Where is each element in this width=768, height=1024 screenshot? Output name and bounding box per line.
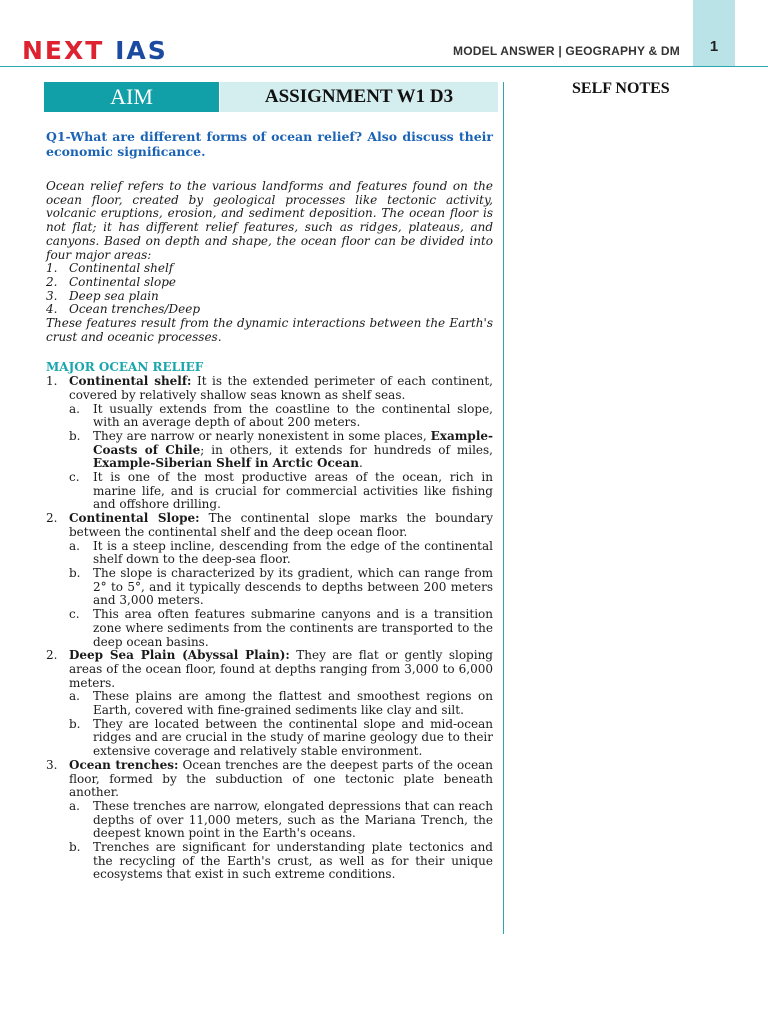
list-item xyxy=(46,276,493,290)
sub-item-letter: b. xyxy=(69,840,81,855)
item-title: Ocean trenches: xyxy=(69,757,179,772)
sub-item xyxy=(69,567,493,608)
sub-item-text: These trenches are narrow, elongated depressions that can reach depths of over 11,000 meters, such as the Mariana Trench, the deepest known point in the Earth's oceans. xyxy=(93,798,493,841)
sub-item-text: It usually extends from the coastline to the continental slope, with an average depth of about 200 meters. xyxy=(93,401,493,430)
sub-item-text: They are narrow or nearly nonexistent in some places, xyxy=(93,428,431,443)
next-ias-logo xyxy=(22,36,168,66)
list-number: 4. xyxy=(46,302,58,317)
notes-divider xyxy=(503,82,504,934)
sub-item xyxy=(69,800,493,841)
sub-item-text: . xyxy=(358,456,363,471)
page-number: 1 xyxy=(709,38,719,55)
sub-item-text: These plains are among the flattest and smoothest regions on Earth, covered with fine-grained sediments like clay and silt. xyxy=(93,689,493,718)
sub-item-letter: a. xyxy=(69,538,80,553)
list-text: Continental slope xyxy=(69,274,176,289)
logo-next: NEXT xyxy=(22,36,105,65)
ocean-area-list xyxy=(46,262,493,317)
item-text: They are flat or gently sloping areas of the ocean floor, found at depths ranging from 3,000 to 6,000 meters. xyxy=(69,648,493,690)
sub-item-text: The slope is characterized by its gradient, which can range from 2° to 5°, and it typically descends to depths between 200 meters and 3,000 meters. xyxy=(93,565,493,608)
item-title: Continental shelf: xyxy=(69,374,192,389)
self-notes-heading: SELF NOTES xyxy=(572,80,670,97)
sub-item-letter: a. xyxy=(69,401,80,416)
item-text: The continental slope marks the boundary between the continental shelf and the deep ocean floor. xyxy=(69,511,493,539)
list-item xyxy=(46,303,493,317)
item-number: 1. xyxy=(46,374,58,389)
sub-item-letter: a. xyxy=(69,689,80,704)
sub-item-letter: c. xyxy=(69,607,80,622)
sub-item xyxy=(69,690,493,717)
sub-item-text: It is one of the most productive areas of the ocean, rich in marine life, and is crucial for commercial activities like fishing and offshore drilling. xyxy=(93,470,493,512)
header-divider xyxy=(0,66,768,67)
sub-item-letter: b. xyxy=(69,565,81,580)
example-siberian-shelf: Example-Siberian Shelf in Arctic Ocean xyxy=(93,456,359,471)
aim-label: AIM xyxy=(44,82,219,112)
item-text: It is the extended perimeter of each continent, covered by relatively shallow seas known as shelf seas. xyxy=(69,374,493,402)
sub-item xyxy=(69,403,493,430)
sub-item-text: ; in others, it extends for hundreds of miles, xyxy=(200,442,493,457)
sub-item xyxy=(69,841,493,882)
item-text: Ocean trenches are the deepest parts of the ocean floor, formed by the subduction of one tectonic plate beneath another. xyxy=(69,757,493,800)
example-chile: Example-Coasts of Chile xyxy=(93,428,493,457)
list-text: Deep sea plain xyxy=(69,288,159,303)
sub-item-letter: b. xyxy=(69,428,81,443)
item-title: Deep Sea Plain (Abyssal Plain): xyxy=(69,648,290,663)
page-number-tab xyxy=(693,0,735,66)
relief-item-ocean-trenches xyxy=(46,759,493,800)
sub-item xyxy=(69,430,493,471)
sub-item-text: It is a steep incline, descending from the edge of the continental shelf down to the deep-sea floor. xyxy=(93,538,493,567)
sub-item-letter: c. xyxy=(69,470,80,485)
sub-item-text: They are located between the continental slope and mid-ocean ridges and are crucial in the study of marine geology due to their extensive coverage and relatively stable environment. xyxy=(93,716,493,759)
intro-conclusion: These features result from the dynamic interactions between the Earth's crust and oceanic processes. xyxy=(46,316,493,344)
item-title: Continental Slope: xyxy=(69,511,200,526)
relief-item-continental-shelf xyxy=(46,375,493,402)
answer-content xyxy=(46,130,493,882)
sub-item-letter: b. xyxy=(69,716,81,731)
section-heading: MAJOR OCEAN RELIEF xyxy=(46,360,204,375)
sub-item xyxy=(69,540,493,567)
list-item xyxy=(46,262,493,276)
relief-item-continental-slope xyxy=(46,512,493,539)
intro-paragraph: Ocean relief refers to the various landforms and features found on the ocean floor, created by geological processes like tectonic activity, volcanic eruptions, erosion, and sediment deposition. The ocean floor is not flat; it has different relief features, such as ridges, plateaus, and canyons. Based on depth and shape, the ocean floor can be divided into four major areas: xyxy=(46,179,493,262)
sub-item-text: Trenches are significant for understanding plate tectonics and the recycling of the Earth's crust, as well as for their unique ecosystems that exist in such extreme conditions. xyxy=(93,840,493,882)
sub-item-letter: a. xyxy=(69,798,80,813)
sub-item xyxy=(69,608,493,649)
list-item xyxy=(46,290,493,304)
sub-item-text: This area often features submarine canyons and is a transition zone where sediments from the continents are transported to the deep ocean basins. xyxy=(93,607,493,649)
sub-item xyxy=(69,718,493,759)
list-text: Ocean trenches/Deep xyxy=(69,302,201,317)
assignment-title: ASSIGNMENT W1 D3 xyxy=(220,82,498,112)
list-number: 2. xyxy=(46,274,58,289)
list-number: 1. xyxy=(46,261,58,276)
header-title: MODEL ANSWER | GEOGRAPHY & DM xyxy=(453,44,680,58)
question-text: Q1-What are different forms of ocean relief? Also discuss their economic significance. xyxy=(46,129,493,159)
list-number: 3. xyxy=(46,288,58,303)
relief-item-deep-sea-plain xyxy=(46,649,493,690)
sub-item xyxy=(69,471,493,512)
logo-ias: IAS xyxy=(115,36,168,65)
item-number: 2. xyxy=(46,511,58,526)
item-number: 2. xyxy=(46,648,58,663)
item-number: 3. xyxy=(46,757,58,772)
list-text: Continental shelf xyxy=(69,261,174,276)
